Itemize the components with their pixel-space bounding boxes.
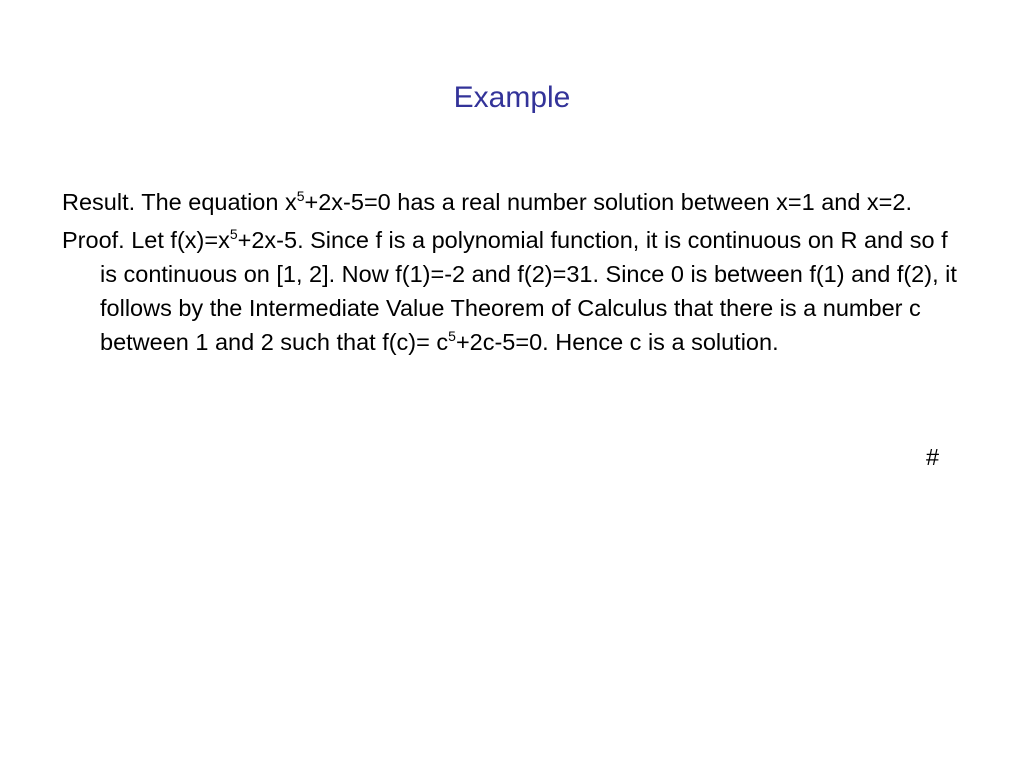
proof-end-mark: # [926,444,940,470]
proof-text-2: +2x-5. Since f is a polynomial function, it is continuous on R and so f is continuous on [1, 2]. Now f(1)=-2 and f(2)=31. Since 0 is between f(1) and f(2), it follows by the Intermediate Value Theorem of Calculus that there is a number c between 1 and 2 such that f(c)= c [100,227,957,355]
result-statement [62,185,967,219]
proof-text-3: +2c-5=0. Hence c is a solution. [455,329,779,355]
proof-exponent-2: 5 [448,328,456,344]
slide-body [62,185,967,363]
proof-statement [62,223,967,359]
slide-title: Example [453,81,571,114]
result-exponent: 5 [296,188,305,204]
proof-text-1: Let f(x)=x [124,227,230,253]
proof-exponent-1: 5 [229,226,238,242]
result-text-end: +2x-5=0 has a real number solution between x=1 and x=2. [304,189,913,215]
proof-label: Proof. [62,227,125,253]
result-label: Result. [62,189,136,215]
result-text-start: The equation x [135,189,297,215]
